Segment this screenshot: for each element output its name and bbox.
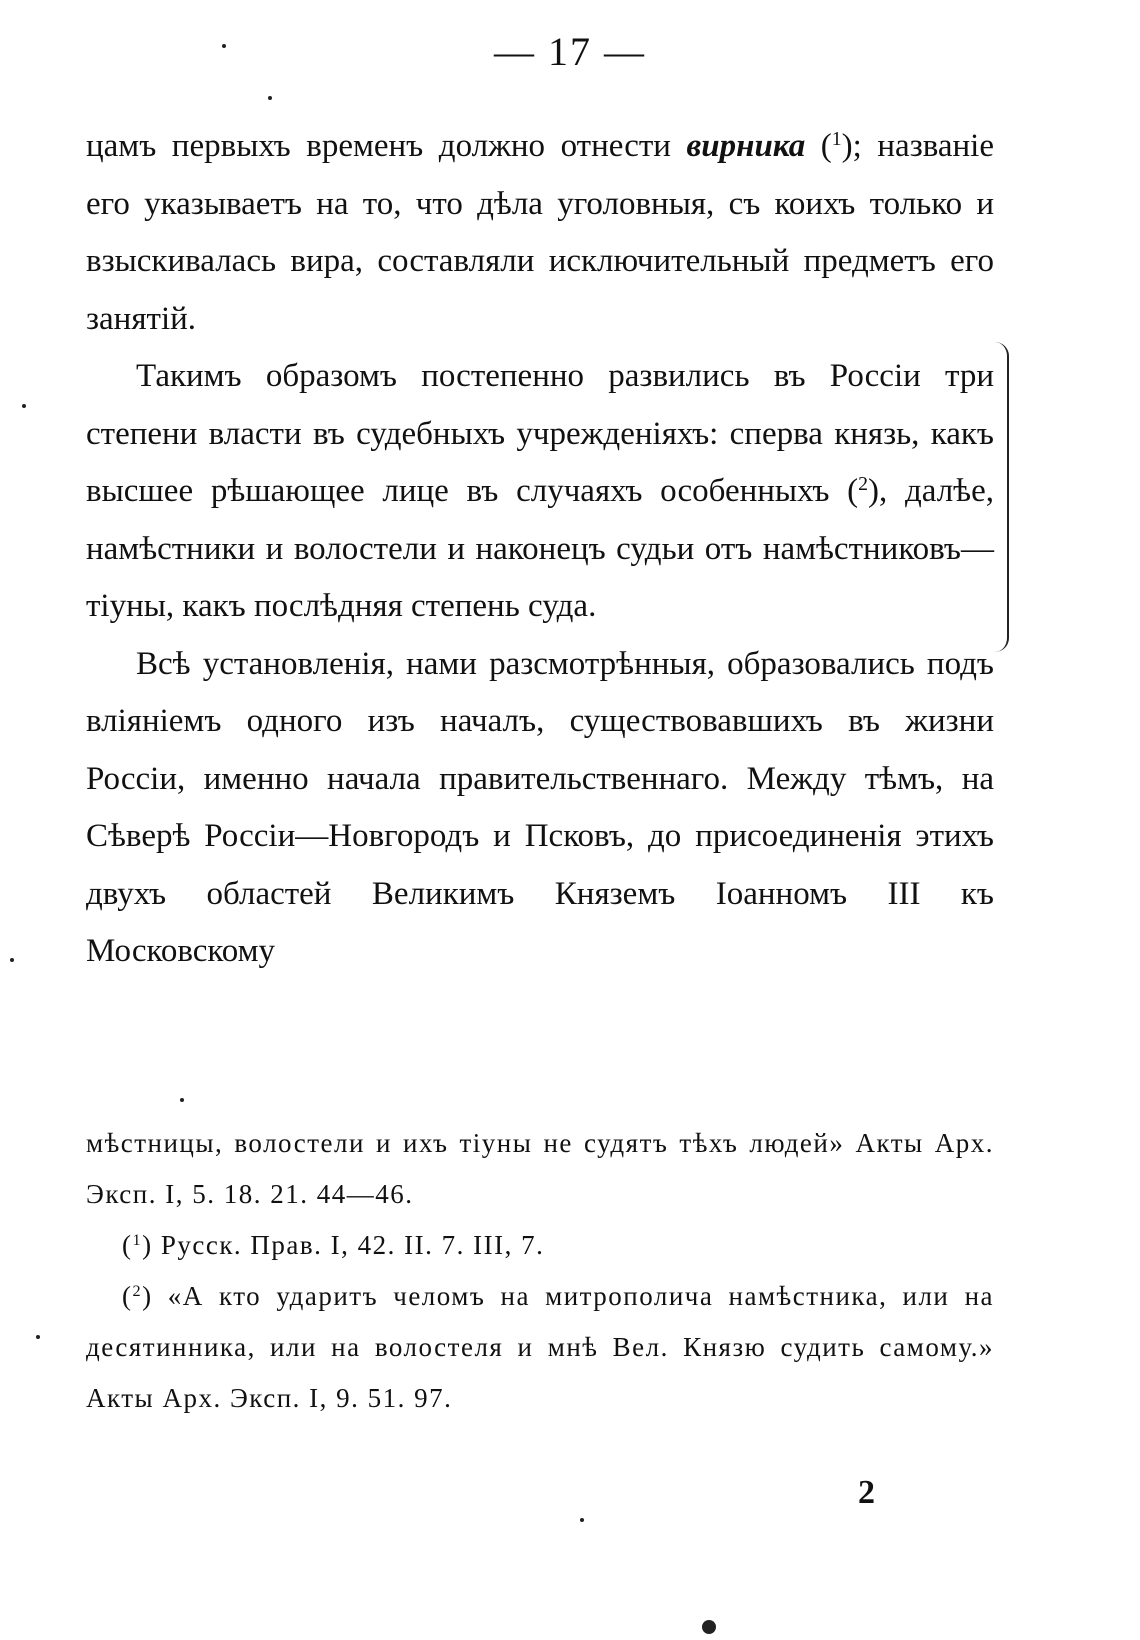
main-text [86,118,994,981]
footnote-2-open: ( [122,1281,133,1311]
paragraph-2-after: ), далѣе, намѣстники и волостели и наконецъ судьи отъ намѣстниковъ—тіуны, какъ послѣдняя степень суда. [86,473,995,624]
footnote-1-text: ) Русск. Прав. I, 42. II. 7. III, 7. [142,1230,545,1260]
margin-bracket-mark [993,342,1009,652]
scan-speck [10,958,14,962]
footnote-2-text: ) «А кто ударитъ челомъ на митрополича намѣстника, или на десятинника, или на волостеля и мнѣ Вел. Князю судить самому.» Акты Арх. Эксп. I, 9. 51. 97. [86,1281,994,1413]
footnote-2 [86,1271,994,1424]
footnotes [86,1118,994,1424]
paragraph-2 [86,348,994,636]
paragraph-1-note-open: ( [805,128,832,164]
page-number: — 17 — [494,29,646,74]
footnote-ref-1[interactable]: 1 [831,128,842,151]
scan-speck [222,44,226,48]
scan-speck [268,96,272,100]
scan-speck [702,1620,716,1634]
paragraph-1 [86,118,994,348]
paragraph-1-intro: цамъ первыхъ временъ должно отнести [86,128,687,164]
signature-mark: 2 [858,1474,875,1511]
scan-speck [180,1098,184,1102]
footnote-ref-2[interactable]: 2 [858,473,869,496]
footnote-continuation: мѣстницы, волостели и ихъ тіуны не судятъ тѣхъ людей» Акты Арх. Эксп. I, 5. 18. 21. 44—46. [86,1128,994,1209]
footnote-1-open: ( [122,1230,133,1260]
footnote-1 [86,1220,994,1271]
paragraph-3: Всѣ установленія, нами разсмотрѣнныя, образовались подъ вліяніемъ одного изъ началъ, существовавшихъ въ жизни Россіи, именно начала правительственнаго. Между тѣмъ, на Сѣверѣ Россіи—Новгородъ и Псковъ, до присоединенія этихъ двухъ областей Великимъ Княземъ Іоанномъ III къ Московскому [86,645,994,969]
paragraph-2-before: Такимъ образомъ постепенно развились въ Россіи три степени власти въ судебныхъ учрежденіяхъ: сперва князь, какъ высшее рѣшающее лице въ случаяхъ особенныхъ ( [86,358,994,509]
paragraph-1-rest: ); названіе его указываетъ на то, что дѣла уголовныя, съ коихъ только и взыскивалась вира, составляли исключительный предметъ его занятій. [86,128,994,337]
scan-speck [580,1518,584,1522]
scan-speck [36,1335,40,1339]
emphasized-term: вирника [686,128,806,164]
scan-speck [22,404,26,408]
footnote-2-mark: 2 [132,1282,143,1301]
footnote-1-mark: 1 [132,1231,143,1250]
